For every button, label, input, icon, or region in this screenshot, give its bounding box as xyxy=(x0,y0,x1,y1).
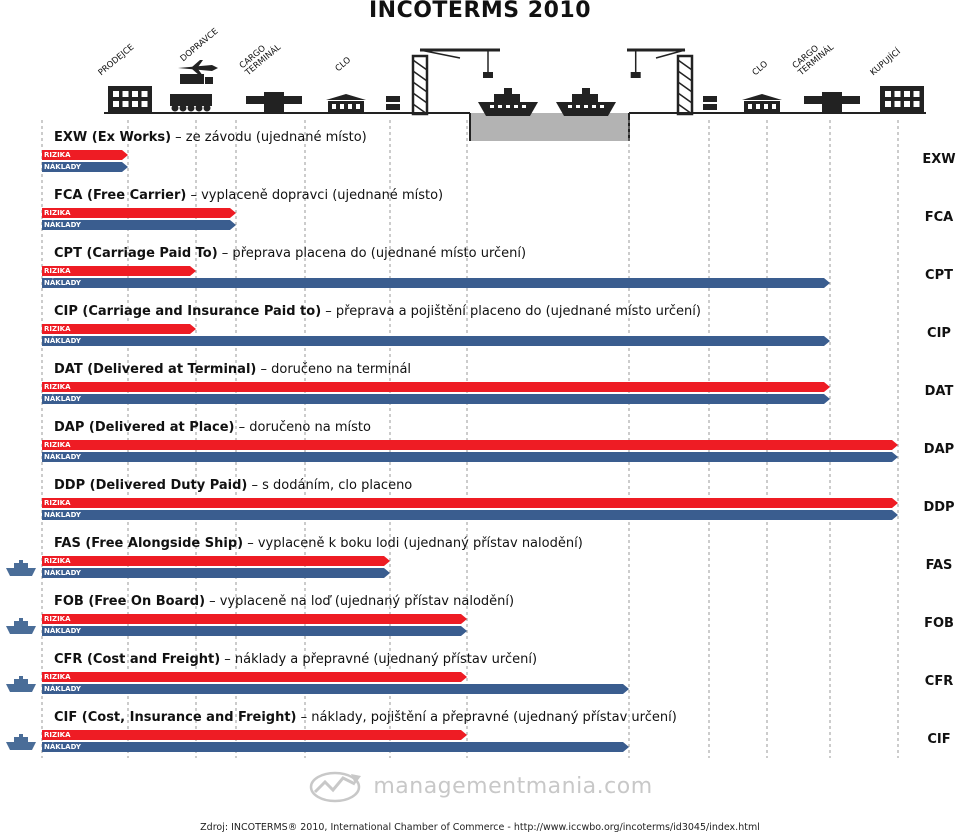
location-label-1: DOPRAVCE xyxy=(178,26,221,65)
export-customs-icon-roof xyxy=(326,94,366,100)
term-description: – přeprava a pojištění placeno do (ujednané místo určení) xyxy=(321,304,701,319)
import-crane-icon xyxy=(627,50,692,114)
carrier-truck-icon-wheel xyxy=(188,105,195,112)
export-customs-icon-window xyxy=(348,104,352,109)
sea-transport-ship-icon xyxy=(6,560,36,576)
sea-transport-ship-icon xyxy=(6,618,36,634)
source-note: Zdroj: INCOTERMS® 2010, International Chamber of Commerce - http://www.iccwbo.org/incoterms/id3045/index.html xyxy=(200,822,760,833)
term-code-cip: CIP xyxy=(927,326,951,341)
ship-deck xyxy=(14,737,28,742)
export-ship-icon-porthole xyxy=(498,105,502,108)
import-ship-icon-porthole xyxy=(592,105,596,108)
cost-bar-dap xyxy=(42,452,898,462)
import-containers-icon-bottom xyxy=(703,104,717,110)
term-title-cpt xyxy=(54,246,526,261)
term-code-cfr: CFR xyxy=(924,674,954,689)
cost-label: NÁKLADY xyxy=(44,453,81,461)
risk-label: RIZIKA xyxy=(44,325,71,333)
carrier-truck-icon-wheel xyxy=(204,105,211,112)
cost-label: NÁKLADY xyxy=(44,743,81,751)
export-customs-icon-window xyxy=(340,104,344,109)
term-title-fca xyxy=(54,188,443,203)
risk-label: RIZIKA xyxy=(44,557,71,565)
buyer-building-icon-window xyxy=(895,101,901,107)
term-description: – vyplaceně dopravci (ujednané místo) xyxy=(186,188,444,203)
risk-label: RIZIKA xyxy=(44,209,71,217)
export-containers-icon-bottom xyxy=(386,104,400,110)
export-terminal-icon xyxy=(246,92,302,112)
risk-label: RIZIKA xyxy=(44,499,71,507)
carrier-truck-icon-wheel xyxy=(196,105,203,112)
buyer-building-icon-window xyxy=(885,91,891,97)
term-code-exw: EXW xyxy=(922,152,956,167)
import-ship-icon xyxy=(556,88,616,116)
term-title-cfr xyxy=(54,652,537,667)
cost-label: NÁKLADY xyxy=(44,569,81,577)
seller-building-icon-window xyxy=(132,101,138,107)
managementmania-logo xyxy=(0,770,960,804)
import-ship-icon-bridge xyxy=(582,88,590,94)
term-description: – náklady, pojištění a přepravné (ujednaný přístav určení) xyxy=(296,710,677,725)
import-crane-icon-brace xyxy=(678,71,692,81)
logo-text: managementmania.com xyxy=(373,774,653,799)
small-truck-cab xyxy=(205,77,213,84)
term-name: CFR (Cost and Freight) xyxy=(54,652,221,667)
term-description: – ze závodu (ujednané místo) xyxy=(171,130,367,145)
buyer-building-icon-window xyxy=(904,91,910,97)
term-code-fob: FOB xyxy=(924,616,954,631)
carrier-truck-icon-wheel xyxy=(172,105,179,112)
export-customs-icon-window xyxy=(356,104,360,109)
import-terminal-icon-center xyxy=(822,92,842,112)
term-description: – náklady a přepravné (ujednaný přístav určení) xyxy=(220,652,538,667)
import-customs-icon-window xyxy=(748,104,752,109)
export-terminal-icon-left xyxy=(246,96,264,104)
term-name: CPT (Carriage Paid To) xyxy=(54,246,218,261)
ship-bridge xyxy=(19,618,23,621)
term-name: FAS (Free Alongside Ship) xyxy=(54,536,244,551)
location-label-6: KUPUJÍCÍ xyxy=(868,46,903,78)
term-name: FOB (Free On Board) xyxy=(54,594,206,609)
diagram-title: INCOTERMS 2010 xyxy=(368,0,592,23)
term-title-dat xyxy=(54,362,411,377)
term-title-cif xyxy=(54,710,677,725)
term-code-dat: DAT xyxy=(924,384,954,399)
term-code-fca: FCA xyxy=(924,210,954,225)
import-customs-icon-roof xyxy=(742,94,782,100)
location-label-5: CARGO TERMINÁL xyxy=(790,42,837,78)
import-containers-icon xyxy=(703,96,717,110)
port-basin xyxy=(470,113,629,141)
export-containers-icon xyxy=(386,96,400,110)
export-crane-icon-load xyxy=(483,72,493,78)
export-ship-icon-deck xyxy=(494,94,520,102)
seller-building-icon-window xyxy=(123,91,129,97)
cost-label: NÁKLADY xyxy=(44,627,81,635)
risk-label: RIZIKA xyxy=(44,673,71,681)
ship-bridge xyxy=(19,560,23,563)
sea-transport-ship-icon xyxy=(6,676,36,692)
export-containers-icon-top xyxy=(386,96,400,102)
import-customs-icon-window xyxy=(756,104,760,109)
term-code-cpt: CPT xyxy=(925,268,953,283)
export-terminal-icon-center xyxy=(264,92,284,112)
import-ship-icon-porthole xyxy=(584,105,588,108)
term-description: – doručeno na místo xyxy=(234,420,371,435)
ship-bridge xyxy=(19,734,23,737)
cost-bar-dat xyxy=(42,394,830,404)
import-ship-icon-porthole xyxy=(568,105,572,108)
risk-bar-dap xyxy=(42,440,898,450)
cost-bar-cif xyxy=(42,742,629,752)
cost-label: NÁKLADY xyxy=(44,395,81,403)
term-title-dap xyxy=(54,420,371,435)
location-label-0: PRODEJCE xyxy=(96,42,137,78)
term-name: CIP (Carriage and Insurance Paid to) xyxy=(54,304,322,319)
import-ship-icon-porthole xyxy=(576,105,580,108)
risk-bar-ddp xyxy=(42,498,898,508)
export-ship-icon xyxy=(478,88,538,116)
import-crane-icon-load xyxy=(631,72,641,78)
buyer-building-icon-window xyxy=(914,101,920,107)
location-label-2: CARGO TERMINÁL xyxy=(237,42,284,78)
ship-hull xyxy=(6,742,36,750)
small-truck-icon xyxy=(180,74,213,84)
buyer-building-icon-window xyxy=(885,101,891,107)
cost-label: NÁKLADY xyxy=(44,337,81,345)
term-code-dap: DAP xyxy=(923,442,955,457)
risk-bar-fas xyxy=(42,556,390,566)
term-description: – doručeno na terminál xyxy=(256,362,412,377)
ship-hull xyxy=(6,568,36,576)
cost-bar-cfr xyxy=(42,684,629,694)
seller-building-icon-window xyxy=(113,91,119,97)
export-ship-icon-porthole xyxy=(490,105,494,108)
risk-bar-dat xyxy=(42,382,830,392)
seller-building-icon-window xyxy=(113,101,119,107)
cost-label: NÁKLADY xyxy=(44,511,81,519)
term-title-fas xyxy=(54,536,583,551)
cost-bar-fas xyxy=(42,568,390,578)
term-name: DAT (Delivered at Terminal) xyxy=(54,362,257,377)
cost-label: NÁKLADY xyxy=(44,685,81,693)
term-title-cip xyxy=(54,304,701,319)
risk-bar-fob xyxy=(42,614,467,624)
carrier-truck-icon-body xyxy=(170,94,212,106)
term-code-ddp: DDP xyxy=(923,500,955,515)
export-crane-icon-brace xyxy=(413,71,427,81)
term-title-ddp xyxy=(54,478,412,493)
import-crane-icon-brace xyxy=(678,93,692,103)
buyer-building-icon-window xyxy=(914,91,920,97)
term-name: EXW (Ex Works) xyxy=(54,130,172,145)
term-name: CIF (Cost, Insurance and Freight) xyxy=(54,710,297,725)
cost-bar-fob xyxy=(42,626,467,636)
term-name: FCA (Free Carrier) xyxy=(54,188,187,203)
location-label-4: CLO xyxy=(750,59,771,78)
seller-building-icon-body xyxy=(108,86,152,112)
buyer-building-icon-body xyxy=(880,86,924,112)
import-ship-icon-porthole xyxy=(600,105,604,108)
seller-building-icon-window xyxy=(142,101,148,107)
carrier-truck-icon xyxy=(170,94,212,112)
risk-label: RIZIKA xyxy=(44,441,71,449)
import-ship-icon-deck xyxy=(572,94,598,102)
export-crane-icon-brace xyxy=(413,82,427,92)
ship-hull xyxy=(6,684,36,692)
buyer-building-icon xyxy=(880,86,924,112)
risk-bar-fca xyxy=(42,208,236,218)
export-ship-icon-porthole xyxy=(522,105,526,108)
export-crane-icon-brace xyxy=(413,60,427,70)
cost-bar-ddp xyxy=(42,510,898,520)
risk-label: RIZIKA xyxy=(44,731,71,739)
export-terminal-icon-right xyxy=(284,96,302,104)
term-description: – vyplaceně na loď (ujednaný přístav nalodění) xyxy=(205,594,515,609)
export-ship-icon-porthole xyxy=(514,105,518,108)
buyer-building-icon-window xyxy=(895,91,901,97)
risk-bar-cfr xyxy=(42,672,467,682)
import-terminal-icon-left xyxy=(804,96,822,104)
export-customs-icon-window xyxy=(332,104,336,109)
import-terminal-icon-right xyxy=(842,96,860,104)
import-ship-icon-hull xyxy=(556,102,616,116)
seller-building-icon-window xyxy=(123,101,129,107)
ship-deck xyxy=(14,679,28,684)
export-customs-icon xyxy=(326,94,366,113)
seller-building-icon-window xyxy=(142,91,148,97)
cost-label: NÁKLADY xyxy=(44,279,81,287)
ship-deck xyxy=(14,563,28,568)
export-ship-icon-porthole xyxy=(506,105,510,108)
seller-building-icon xyxy=(108,86,152,112)
risk-label: RIZIKA xyxy=(44,615,71,623)
import-terminal-icon xyxy=(804,92,860,112)
term-code-fas: FAS xyxy=(925,558,953,573)
ship-hull xyxy=(6,626,36,634)
term-description: – vyplaceně k boku lodi (ujednaný přístav nalodění) xyxy=(243,536,583,551)
ship-deck xyxy=(14,621,28,626)
term-name: DDP (Delivered Duty Paid) xyxy=(54,478,248,493)
buyer-building-icon-window xyxy=(904,101,910,107)
cost-bar-cip xyxy=(42,336,830,346)
term-description: – s dodáním, clo placeno xyxy=(247,478,413,493)
small-truck-body xyxy=(180,74,204,84)
risk-bar-cif xyxy=(42,730,467,740)
cost-label: NÁKLADY xyxy=(44,221,81,229)
seller-building-icon-window xyxy=(132,91,138,97)
import-customs-icon-window xyxy=(764,104,768,109)
risk-label: RIZIKA xyxy=(44,151,71,159)
export-crane-icon-brace xyxy=(413,93,427,103)
sea-transport-ship-icon xyxy=(6,734,36,750)
import-customs-icon xyxy=(742,94,782,113)
term-title-exw xyxy=(54,130,367,145)
export-ship-icon-hull xyxy=(478,102,538,116)
import-containers-icon-top xyxy=(703,96,717,102)
import-crane-icon-brace xyxy=(678,60,692,70)
term-code-cif: CIF xyxy=(927,732,951,747)
term-name: DAP (Delivered at Place) xyxy=(54,420,235,435)
risk-label: RIZIKA xyxy=(44,267,71,275)
cost-bar-cpt xyxy=(42,278,830,288)
ship-bridge xyxy=(19,676,23,679)
export-ship-icon-bridge xyxy=(504,88,512,94)
cost-label: NÁKLADY xyxy=(44,163,81,171)
term-title-fob xyxy=(54,594,514,609)
carrier-truck-icon-wheel xyxy=(180,105,187,112)
term-description: – přeprava placena do (ujednané místo určení) xyxy=(217,246,527,261)
location-label-3: CLO xyxy=(333,55,354,74)
import-customs-icon-window xyxy=(772,104,776,109)
risk-label: RIZIKA xyxy=(44,383,71,391)
import-crane-icon-brace xyxy=(678,82,692,92)
